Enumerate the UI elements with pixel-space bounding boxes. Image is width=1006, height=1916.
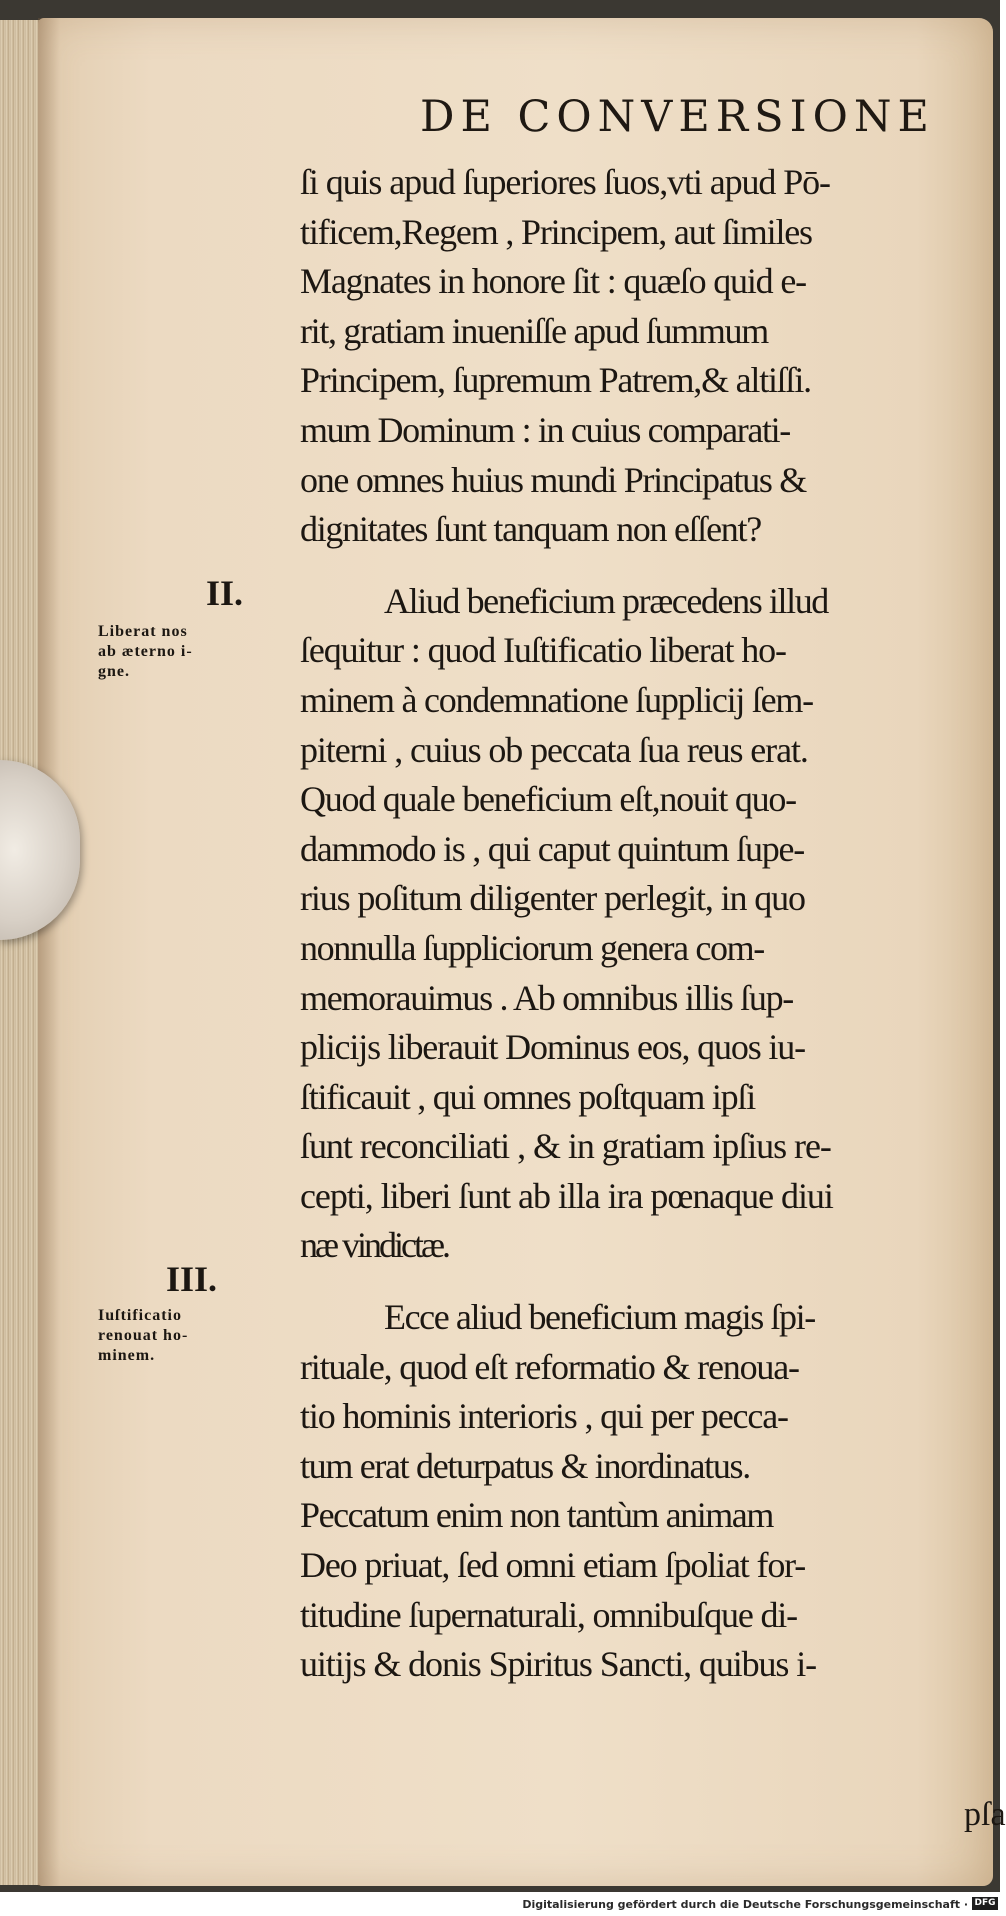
section-number-3: III. [166,1259,218,1299]
text-line: titudine ſupernaturali, omnibuſque di- [300,1594,797,1635]
text-line: Ecce aliud beneficium magis ſpi- [384,1297,815,1338]
text-line: rius poſitum diligenter perlegit, in quo [300,878,805,919]
margin-note-line: gne. [98,663,130,680]
funding-credit: Digitalisierung gefördert durch die Deutsche Forschungsgemeinschaft · [522,1898,968,1911]
catchword: pſa [964,1796,1006,1833]
text-line: tum erat deturpatus & inordinatus. [300,1445,750,1486]
text-line: plicijs liberauit Dominus eos, quos iu- [300,1027,805,1068]
paragraph-1 [300,158,1000,555]
text-line: ſunt reconciliati , & in gratiam ipſius re- [300,1126,831,1167]
body-text [300,158,1000,1690]
margin-note-line: minem. [98,1347,156,1364]
text-line: mum Dominum : in cuius comparati- [300,409,790,450]
text-line: one omnes huius mundi Principatus & [300,459,806,500]
margin-note-line: renouat ho- [98,1327,189,1344]
margin-note-line: ab æterno i- [98,643,193,660]
text-line: minem à condemnatione ſupplicij ſem- [300,679,813,720]
text-line: memorauimus . Ab omnibus illis ſup- [300,977,793,1018]
dfg-logo: DFG [972,1897,998,1910]
text-line: Peccatum enim non tantùm animam [300,1495,773,1536]
text-line: næ vindictæ. [300,1225,449,1266]
gutter-shadow [38,18,60,1886]
paragraph-gap [300,1271,1000,1293]
margin-note-line: Liberat nos [98,623,188,640]
text-line: ſequitur : quod Iuſtificatio liberat ho- [300,630,786,671]
paragraph-gap [300,555,1000,577]
paragraph-3 [300,1293,1000,1690]
margin-note-3 [98,1306,188,1366]
paragraph-2 [300,577,1000,1271]
text-line: ſtificauit , qui omnes poſtquam ipſi [300,1076,755,1117]
margin-note-2 [98,622,193,682]
margin-note-line: Iuſtificatio [98,1307,182,1324]
section-number-2: II. [206,573,244,613]
text-line: ſi quis apud ſuperiores ſuos,vti apud Pō- [300,162,830,202]
text-line: tio hominis interioris , qui per pecca- [300,1396,788,1437]
text-line: Aliud beneficium præcedens illud [384,580,828,621]
text-line: piterni , cuius ob peccata ſua reus erat. [300,729,808,770]
text-line: Magnates in honore ſit : quæſo quid e- [300,261,806,302]
text-line: tificem,Regem , Principem, aut ſimiles [300,211,812,252]
text-line: Principem, ſupremum Patrem,& altiſſi. [300,360,811,401]
page-edges [0,20,40,1885]
text-line: dignitates ſunt tanquam non eſſent? [300,509,761,550]
text-line: Deo priuat, ſed omni etiam ſpoliat for- [300,1545,806,1586]
text-line: dammodo is , qui caput quintum ſupe- [300,828,804,869]
text-line: uitijs & donis Spiritus Sancti, quibus i- [300,1644,817,1685]
text-line: cepti, liberi ſunt ab illa ira pœnaque diui [300,1175,833,1216]
text-line: nonnulla ſuppliciorum genera com- [300,927,764,968]
text-line: rit, gratiam inueniſſe apud ſummum [300,310,768,351]
text-line: Quod quale beneficium eſt,nouit quo- [300,779,796,820]
text-line: rituale, quod eſt reformatio & renoua- [300,1346,799,1387]
running-head: DE CONVERSIONE [420,92,935,142]
